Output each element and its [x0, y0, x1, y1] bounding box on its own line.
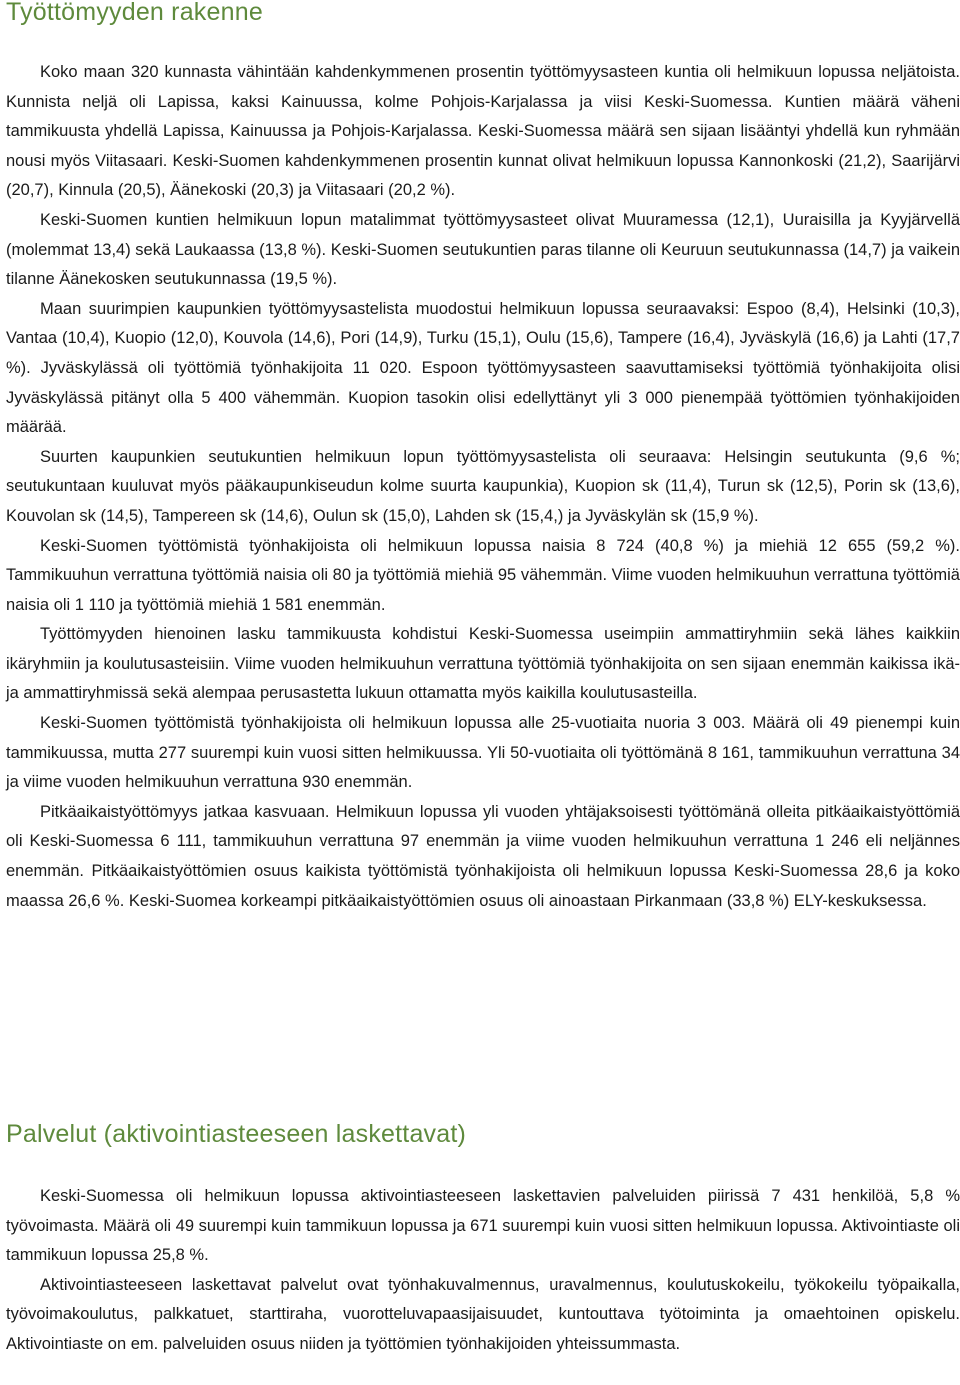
paragraph: Maan suurimpien kaupunkien työttömyysastelista muodostui helmikuun lopussa seuraavaksi: Espoo (8,4), Helsinki (10,3), Vantaa (10,4), Kuopio (12,0), Kouvola (14,6), Pori (14,9), Turku (15,1), Oulu (15,6), Tampere (16,4), Jyväskylä (16,6) ja Lahti (17,7 %). Jyväskylässä oli työttömiä työnhakijoita 11 020. Espoon työttömyysasteen saavuttamiseksi työttömiä työnhakijoita olisi Jyväskylässä pitänyt olla 5 400 vähemmän. Kuopion tasokin olisi edellyttänyt yli 3 000 pienempää työttömien työnhakijoiden määrää.: [6, 299, 960, 437]
paragraph: Keski-Suomen työttömistä työnhakijoista oli helmikuun lopussa naisia 8 724 (40,8 %) ja miehiä 12 655 (59,2 %). Tammikuuhun verrattuna työttömiä naisia oli 80 ja työttömiä miehiä 95 vähemmän. Viime vuoden helmikuuhun verrattuna työttömiä naisia oli 1 110 ja työttömiä miehiä 1 581 enemmän.: [6, 536, 960, 614]
section-body: [6, 58, 960, 916]
paragraph: Aktivointiasteeseen laskettavat palvelut ovat työnhakuvalmennus, uravalmennus, koulutuskokeilu, työkokeilu työpaikalla, työvoimakoulutus, palkkatuet, starttiraha, vuorotteluvapaasijaisuudet, kuntouttava työtoiminta ja omaehtoinen opiskelu. Aktivointiaste on em. palveluiden osuus niiden ja työttömien työnhakijoiden yhteissummasta.: [6, 1275, 960, 1353]
paragraph: Suurten kaupunkien seutukuntien helmikuun lopun työttömyysastelista oli seuraava: Helsingin seutukunta (9,6 %; seutukuntaan kuuluvat myös pääkaupunkiseudun kolme suurta kaupunkia), Kuopion sk (11,4), Turun sk (12,5), Porin sk (13,6), Kouvolan sk (14,5), Tampereen sk (14,6), Oulun sk (15,0), Lahden sk (15,4,) ja Jyväskylän sk (15,9 %).: [6, 447, 960, 525]
paragraph: Pitkäaikaistyöttömyys jatkaa kasvuaan. Helmikuun lopussa yli vuoden yhtäjaksoisesti työttömänä olleita pitkäaikaistyöttömiä oli Keski-Suomessa 6 111, tammikuuhun verrattuna 97 enemmän ja viime vuoden helmikuuhun verrattuna 1 246 eli neljännes enemmän. Pitkäaikaistyöttömien osuus kaikista työttömistä työnhakijoista oli helmikuun lopussa Keski-Suomessa 28,6 ja koko maassa 26,6 %. Keski-Suomea korkeampi pitkäaikaistyöttömien osuus oli ainoastaan Pirkanmaan (33,8 %) ELY-keskuksessa.: [6, 802, 960, 910]
section-heading: Palvelut (aktivointiasteeseen laskettavat): [6, 1120, 467, 1148]
section-heading: Työttömyyden rakenne: [6, 0, 263, 26]
paragraph: Koko maan 320 kunnasta vähintään kahdenkymmenen prosentin työttömyysasteen kuntia oli helmikuun lopussa neljätoista. Kunnista neljä oli Lapissa, kaksi Kainuussa, kolme Pohjois-Karjalassa ja viisi Keski-Suomessa. Kuntien määrä väheni tammikuusta yhdellä Lapissa, Kainuussa ja Pohjois-Karjalassa. Keski-Suomessa määrä sen sijaan lisääntyi yhdellä kun ryhmään nousi myös Viitasaari. Keski-Suomen kahdenkymmenen prosentin kunnat olivat helmikuun lopussa Kannonkoski (21,2), Saarijärvi (20,7), Kinnula (20,5), Äänekoski (20,3) ja Viitasaari (20,2 %).: [6, 63, 960, 200]
section-body: [6, 1182, 960, 1360]
paragraph: Työttömyyden hienoinen lasku tammikuusta kohdistui Keski-Suomessa useimpiin ammattiryhmiin sekä lähes kaikkiin ikäryhmiin ja koulutusasteisiin. Viime vuoden helmikuuhun verrattuna työttömiä työnhakijoita on sen sijaan enemmän kaikissa ikä- ja ammattiryhmissä sekä alempaa perusastetta lukuun ottamatta myös kaikilla koulutusasteilla.: [6, 625, 960, 703]
paragraph: Keski-Suomen työttömistä työnhakijoista oli helmikuun lopussa alle 25-vuotiaita nuoria 3 003. Määrä oli 49 pienempi kuin tammikuussa, mutta 277 suurempi kuin vuosi sitten helmikuussa. Yli 50-vuotiaita oli työttömänä 8 161, tammikuuhun verrattuna 34 ja viime vuoden helmikuuhun verrattuna 930 enemmän.: [6, 714, 960, 792]
paragraph: Keski-Suomessa oli helmikuun lopussa aktivointiasteeseen laskettavien palveluiden piirissä 7 431 henkilöä, 5,8 % työvoimasta. Määrä oli 49 suurempi kuin tammikuun lopussa ja 671 suurempi kuin vuosi sitten helmikuun lopussa. Aktivointiaste oli tammikuun lopussa 25,8 %.: [6, 1187, 960, 1265]
paragraph: Keski-Suomen kuntien helmikuun lopun matalimmat työttömyysasteet olivat Muuramessa (12,1), Uuraisilla ja Kyyjärvellä (molemmat 13,4) sekä Laukaassa (13,8 %). Keski-Suomen seutukuntien paras tilanne oli Keuruun seutukunnassa (14,7) ja vaikein tilanne Äänekosken seutukunnassa (19,5 %).: [6, 210, 960, 289]
